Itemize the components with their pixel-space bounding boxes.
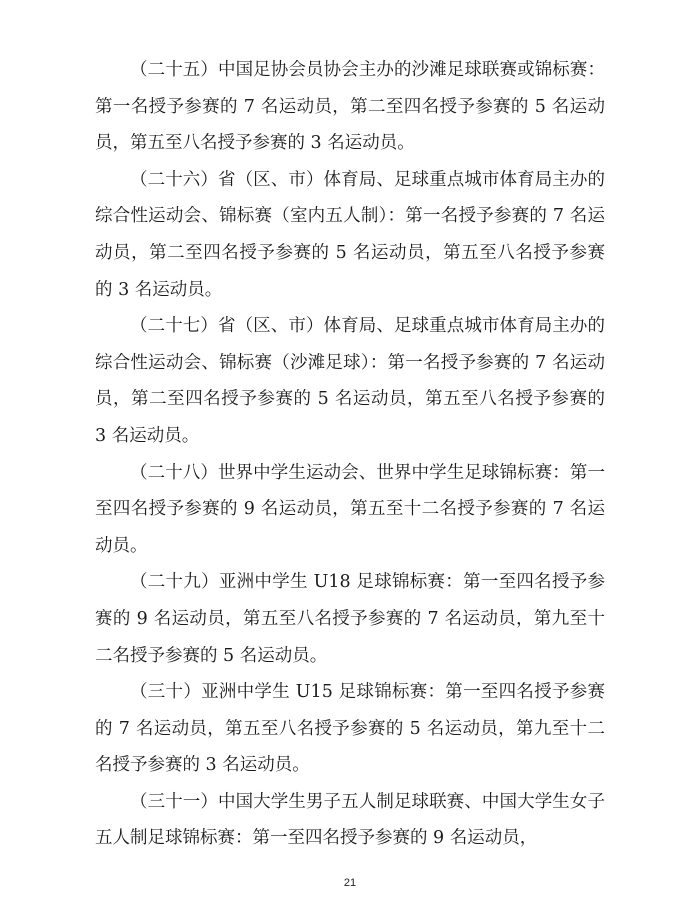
paragraph-28: （二十八）世界中学生运动会、世界中学生足球锦标赛：第一至四名授予参赛的 9 名运动员，第五至十二名授予参赛的 7 名运动员。 [95, 462, 605, 556]
paragraph-26: （二十六）省（区、市）体育局、足球重点城市体育局主办的综合性运动会、锦标赛（室内五人制）：第一名授予参赛的 7 名运动员，第二至四名授予参赛的 5 名运动员，第五至八名授予参赛的 3 名运动员。 [95, 169, 605, 300]
paragraph-25: （二十五）中国足协会员协会主办的沙滩足球联赛或锦标赛：第一名授予参赛的 7 名运动员，第二至四名授予参赛的 5 名运动员，第五至八名授予参赛的 3 名运动员。 [95, 60, 605, 154]
paragraph-27: （二十七）省（区、市）体育局、足球重点城市体育局主办的综合性运动会、锦标赛（沙滩足球）：第一名授予参赛的 7 名运动员，第二至四名授予参赛的 5 名运动员，第五至八名授予参赛的 3 名运动员。 [95, 316, 605, 446]
paragraph-30: （三十）亚洲中学生 U15 足球锦标赛：第一至四名授予参赛的 7 名运动员，第五至八名授予参赛的 5 名运动员，第九至十二名授予参赛的 3 名运动员。 [95, 682, 605, 776]
page-number: 21 [343, 877, 357, 889]
paragraph-31: （三十一）中国大学生男子五人制足球联赛、中国大学生女子五人制足球锦标赛：第一至四名授予参赛的 9 名运动员， [95, 791, 605, 849]
paragraph-29: （二十九）亚洲中学生 U18 足球锦标赛：第一至四名授予参赛的 9 名运动员，第五至八名授予参赛的 7 名运动员，第九至十二名授予参赛的 5 名运动员。 [95, 572, 605, 666]
document-body [95, 52, 605, 857]
